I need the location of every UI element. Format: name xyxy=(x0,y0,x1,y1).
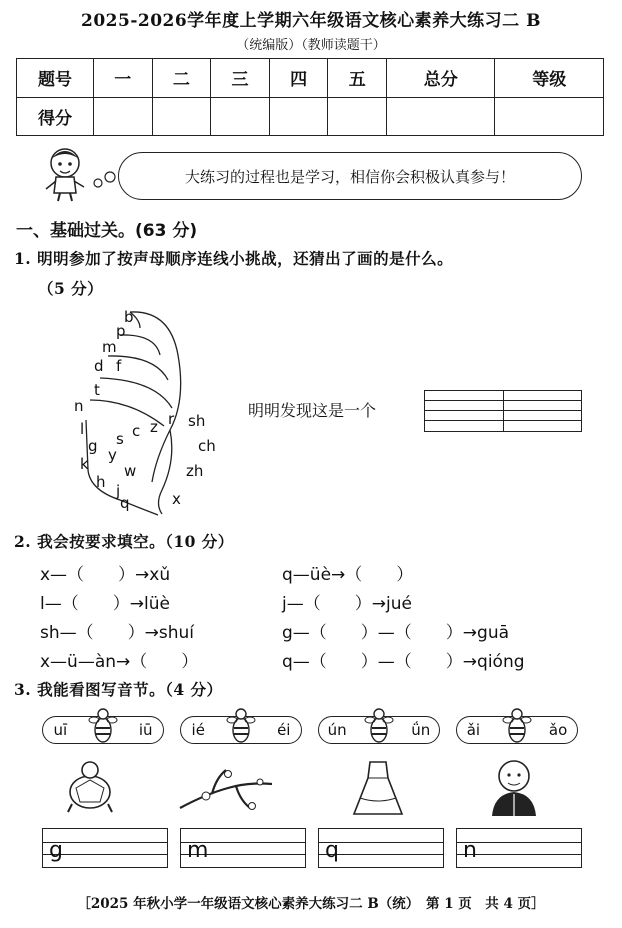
initial-letter: d xyxy=(94,357,104,375)
score-input[interactable] xyxy=(152,97,211,136)
fill-blank-item[interactable]: x—（ ）→xǔ xyxy=(40,565,171,585)
page-subtitle: （统编版）（教师读题干） xyxy=(236,38,386,53)
initial-letter: t xyxy=(94,381,100,399)
answer-prompt: 明明发现这是一个 xyxy=(248,401,377,420)
score-cell: 四 xyxy=(269,59,328,98)
initial-letter: k xyxy=(80,455,89,473)
given-initial: g xyxy=(49,838,63,863)
pinyin-answer-box[interactable] xyxy=(456,828,582,868)
score-cell: 五 xyxy=(328,59,387,98)
initial-letter: c xyxy=(132,422,141,440)
initial-letter: x xyxy=(172,490,181,508)
given-initial: q xyxy=(325,838,339,863)
question-2-text: 2. 我会按要求填空。（10 分） xyxy=(14,532,234,551)
speech-bubble: 大练习的过程也是学习，相信你会积极认真参与！ xyxy=(118,152,582,200)
dress-icon xyxy=(348,758,408,818)
pinyin-answer-box[interactable] xyxy=(318,828,444,868)
pinyin-writing-grid[interactable] xyxy=(424,390,582,432)
bee-icon xyxy=(88,706,118,748)
score-input[interactable] xyxy=(269,97,328,136)
score-input[interactable] xyxy=(495,97,604,136)
grid-divider xyxy=(503,391,504,431)
score-header-row xyxy=(17,59,604,98)
initial-letter: m xyxy=(102,338,117,356)
choice-left[interactable]: uī xyxy=(53,721,68,739)
score-cell: 三 xyxy=(211,59,270,98)
score-input[interactable] xyxy=(211,97,270,136)
score-cell: 二 xyxy=(152,59,211,98)
bee-icon xyxy=(226,706,256,748)
initial-letter: g xyxy=(88,437,98,455)
initial-letter: r xyxy=(168,410,175,428)
initial-letter: y xyxy=(108,446,117,464)
initial-letter: n xyxy=(74,397,84,415)
choice-right[interactable]: ǘn xyxy=(411,721,431,739)
given-initial: m xyxy=(187,838,209,863)
section-heading: 一、基础过关。(63 分) xyxy=(16,221,198,241)
pinyin-answer-box[interactable] xyxy=(42,828,168,868)
choice-right[interactable]: ǎo xyxy=(548,721,568,739)
plum-branch-icon xyxy=(176,764,276,816)
initial-letter: z xyxy=(150,418,158,436)
initial-letter: b xyxy=(124,308,134,326)
choice-left[interactable]: ié xyxy=(191,721,205,739)
initial-letter: f xyxy=(116,357,122,375)
initial-letter: ch xyxy=(198,437,216,455)
page-footer: ［2025 年秋小学一年级语文核心素养大练习二 B（统） 第 1 页 共 4 页］ xyxy=(77,896,545,912)
score-cell: 一 xyxy=(94,59,153,98)
score-table xyxy=(16,58,604,136)
initial-letter: zh xyxy=(186,462,204,480)
fill-blank-item[interactable]: j—（ ）→jué xyxy=(282,594,412,614)
turtle-icon xyxy=(62,760,118,814)
score-input[interactable] xyxy=(387,97,495,136)
fill-blank-item[interactable]: q—（ ）—（ ）→qióng xyxy=(282,652,525,672)
fill-blank-item[interactable]: g—（ ）—（ ）→guā xyxy=(282,623,510,643)
initial-letter: sh xyxy=(188,412,206,430)
initial-letter: p xyxy=(116,322,126,340)
fill-blank-item[interactable]: x—ü—àn→（ ） xyxy=(40,652,199,672)
fill-blank-item[interactable]: q—üè→（ ） xyxy=(282,565,414,585)
initial-letter: l xyxy=(80,420,85,438)
choice-right[interactable]: éi xyxy=(277,721,291,739)
score-cell: 题号 xyxy=(17,59,94,98)
score-input-row xyxy=(17,97,604,136)
fill-blank-item[interactable]: sh—（ ）→shuí xyxy=(40,623,195,643)
initial-letter: w xyxy=(124,462,137,480)
question-3-text: 3. 我能看图写音节。（4 分） xyxy=(14,680,223,699)
score-input[interactable] xyxy=(328,97,387,136)
bee-icon xyxy=(364,706,394,748)
snail-outline-icon xyxy=(60,300,240,520)
page-title: 2025-2026学年度上学期六年级语文核心素养大练习二 B xyxy=(81,11,541,31)
score-cell: 总分 xyxy=(387,59,495,98)
initial-letter: j xyxy=(116,482,121,500)
choice-left[interactable]: ǎi xyxy=(466,721,481,739)
question-1-text: 1. 明明参加了按声母顺序连线小挑战，还猜出了画的是什么。 xyxy=(14,249,454,268)
grandpa-icon xyxy=(486,756,542,818)
initial-letter: h xyxy=(96,473,106,491)
initial-letter: s xyxy=(116,430,124,448)
score-label: 得分 xyxy=(17,97,94,136)
question-1-points: （5 分） xyxy=(38,279,104,298)
score-cell: 等级 xyxy=(495,59,604,98)
fill-blank-item[interactable]: l—（ ）→lüè xyxy=(40,594,170,614)
pinyin-answer-box[interactable] xyxy=(180,828,306,868)
choice-right[interactable]: iū xyxy=(138,721,153,739)
boy-mascot-icon xyxy=(40,145,120,203)
given-initial: n xyxy=(463,838,477,863)
choice-left[interactable]: ún xyxy=(327,721,347,739)
initial-letter: q xyxy=(120,494,130,512)
score-input[interactable] xyxy=(94,97,153,136)
bee-icon xyxy=(502,706,532,748)
